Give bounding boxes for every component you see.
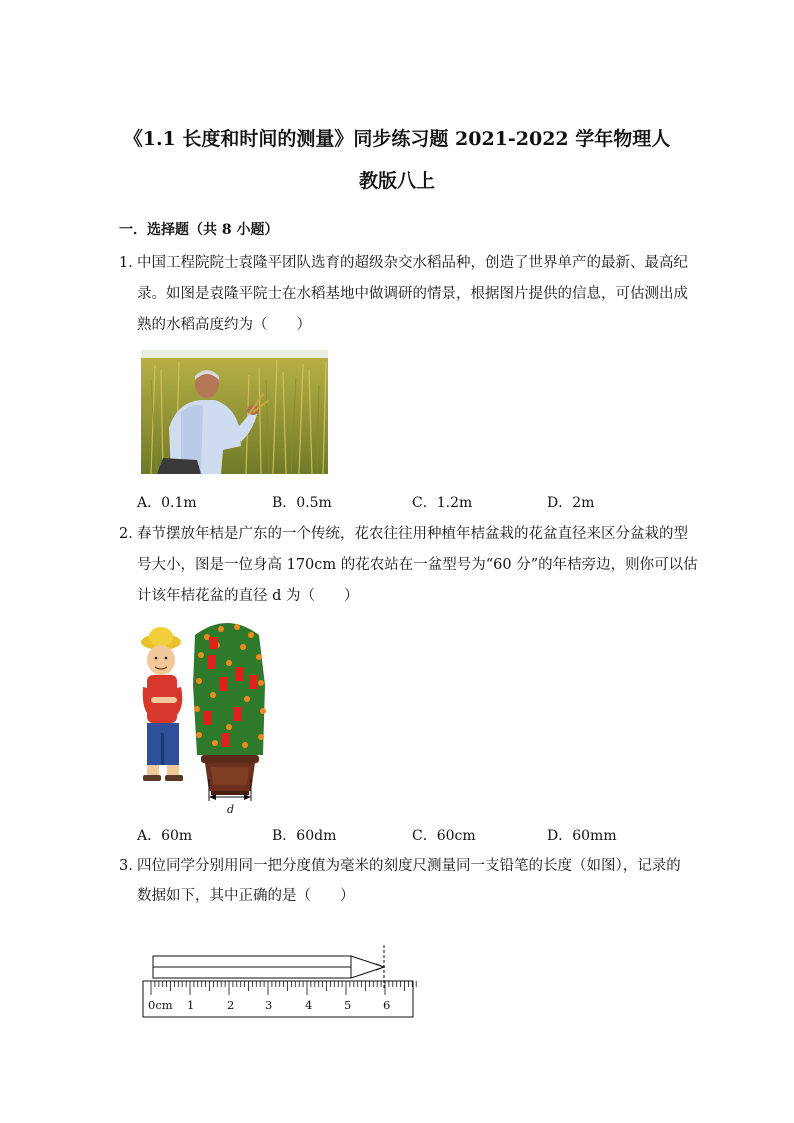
question-1-number: 1． bbox=[119, 255, 143, 271]
ruler-label-3: 3 bbox=[265, 998, 273, 1012]
question-2-line-3: 计该年桔花盆的直径 d 为（ ） bbox=[137, 588, 359, 604]
rice-field-photo bbox=[141, 350, 328, 474]
question-1-option-b[interactable]: B．0.5m bbox=[272, 495, 332, 511]
question-1-option-d[interactable]: D．2m bbox=[547, 495, 595, 511]
farmer-illustration bbox=[141, 627, 183, 781]
farmer-and-kumquat-figure bbox=[137, 615, 269, 820]
question-2-number: 2． bbox=[119, 526, 143, 542]
question-2-option-a[interactable]: A．60m bbox=[137, 828, 193, 844]
pencil-illustration bbox=[153, 956, 384, 978]
question-2-option-b[interactable]: B．60dm bbox=[272, 828, 337, 844]
question-1-option-c[interactable]: C．1.2m bbox=[412, 495, 473, 511]
question-1-line-2: 录。如图是袁隆平院士在水稻基地中做调研的情景，根据图片提供的信息，可估测出成 bbox=[137, 286, 688, 302]
question-1-line-3: 熟的水稻高度约为（ ） bbox=[137, 317, 311, 333]
question-2-line-2: 号大小，图是一位身高 170cm 的花农站在一盆型号为“60 分”的年桔旁边，则你可以估 bbox=[137, 557, 698, 573]
pencil-ruler-figure bbox=[137, 945, 422, 1023]
question-2-option-d[interactable]: D．60mm bbox=[547, 828, 617, 844]
question-1-line-1: 中国工程院院士袁隆平团队选育的超级杂交水稻品种，创造了世界单产的最新、最高纪 bbox=[137, 255, 688, 271]
diameter-label: d bbox=[227, 803, 235, 816]
question-3-line-2: 数据如下，其中正确的是（ ） bbox=[137, 888, 355, 904]
question-2-line-1: 春节摆放年桔是广东的一个传统，花农往往用种植年桔盆栽的花盆直径来区分盆栽的型 bbox=[137, 526, 688, 542]
question-1-option-a[interactable]: A．0.1m bbox=[137, 495, 197, 511]
ruler-label-1: 1 bbox=[187, 998, 195, 1012]
question-3-number: 3． bbox=[119, 858, 143, 874]
ruler-label-5: 5 bbox=[344, 998, 352, 1012]
ruler-label-0cm: 0cm bbox=[148, 998, 173, 1012]
question-3-line-1: 四位同学分别用同一把分度值为毫米的刻度尺测量同一支铅笔的长度（如图），记录的 bbox=[137, 858, 681, 874]
question-2-option-c[interactable]: C．60cm bbox=[412, 828, 476, 844]
ruler-label-6: 6 bbox=[383, 998, 391, 1012]
section-heading: 一．选择题（共 8 小题） bbox=[119, 222, 279, 238]
kumquat-tree-illustration bbox=[193, 623, 266, 795]
ruler-label-2: 2 bbox=[227, 998, 235, 1012]
document-title-line2: 教版八上 bbox=[358, 170, 435, 192]
document-title-line1: 《1.1 长度和时间的测量》同步练习题 2021-2022 学年物理人 bbox=[123, 128, 671, 150]
ruler-label-4: 4 bbox=[305, 998, 313, 1012]
